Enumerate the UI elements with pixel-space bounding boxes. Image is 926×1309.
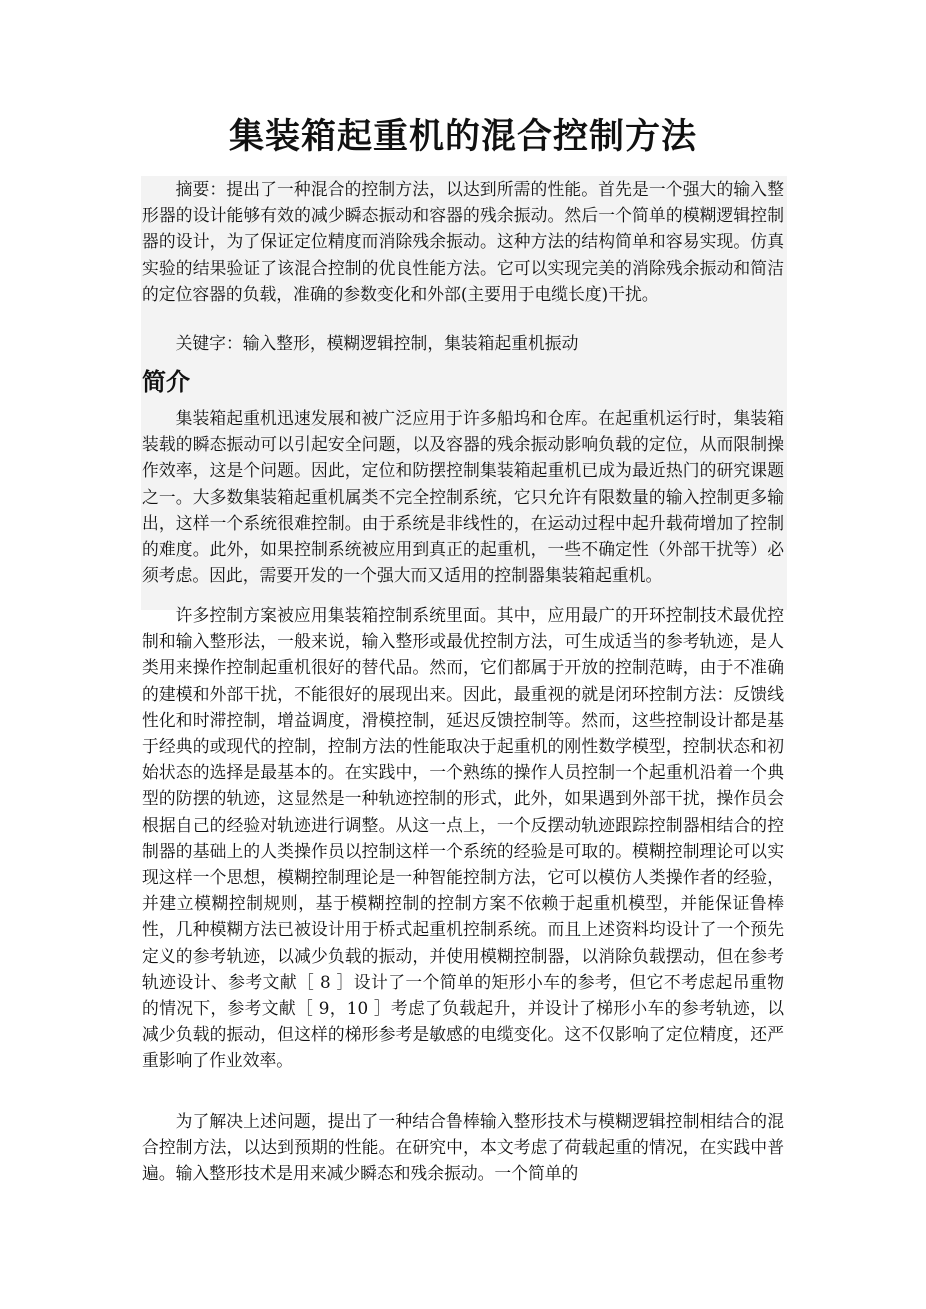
intro-paragraph-2: 许多控制方案被应用集装箱控制系统里面。其中，应用最广的开环控制技术最优控制和输入整形法，一般来说，输入整形或最优控制方法，可生成适当的参考轨迹，是人类用来操作控制起重机很好的替代品。然而，它们都属于开放的控制范畴，由于不准确的建模和外部干扰，不能很好的展现出来。因此，最重视的就是闭环控制方法：反馈线性化和时滞控制，增益调度，滑模控制，延迟反馈控制等。然而，这些控制设计都是基于经典的或现代的控制，控制方法的性能取决于起重机的刚性数学模型，控制状态和初始状态的选择是最基本的。在实践中，一个熟练的操作人员控制一个起重机沿着一个典型的防摆的轨迹，这显然是一种轨迹控制的形式，此外，如果遇到外部干扰，操作员会根据自己的经验对轨迹进行调整。从这一点上，一个反摆动轨迹跟踪控制器相结合的控制器的基础上的人类操作员以控制这样一个系统的经验是可取的。模糊控制理论可以实现这样一个思想，模糊控制理论是一种智能控制方法，它可以模仿人类操作者的经验，并建立模糊控制规则，基于模糊控制的控制方案不依赖于起重机模型，并能保证鲁棒性，几种模糊方法已被设计用于桥式起重机控制系统。而且上述资料均设计了一个预先定义的参考轨迹，以减少负载的振动，并使用模糊控制器，以消除负载摆动，但在参考轨迹设计、参考文献［ 8 ］设计了一个简单的矩形小车的参考，但它不考虑起吊重物的情况下，参考文献［ 9，10 ］考虑了负载起升，并设计了梯形小车的参考轨迹，以减少负载的振动，但这样的梯形参考是敏感的电缆变化。这不仅影响了定位精度，还严重影响了作业效率。 bbox=[142, 605, 784, 1071]
intro-paragraph-1: 集装箱起重机迅速发展和被广泛应用于许多船坞和仓库。在起重机运行时，集装箱装载的瞬态振动可以引起安全问题，以及容器的残余振动影响负载的定位，从而限制操作效率，这是个问题。因此，定位和防摆控制集装箱起重机已成为最近热门的研究课题之一。大多数集装箱起重机属类不完全控制系统，它只允许有限数量的输入控制更多输出，这样一个系统很难控制。由于系统是非线性的，在运动过程中起升载荷增加了控制的难度。此外，如果控制系统被应用到真正的起重机，一些不确定性（外部干扰等）必须考虑。因此，需要开发的一个强大而又适用的控制器集装箱起重机。 bbox=[142, 408, 784, 586]
section-heading-introduction: 简介 bbox=[142, 368, 190, 396]
document-title: 集装箱起重机的混合控制方法 bbox=[228, 117, 697, 157]
keywords-line: 关键字：输入整形，模糊逻辑控制，集装箱起重机振动 bbox=[175, 333, 579, 353]
abstract-paragraph: 摘要：提出了一种混合的控制方法，以达到所需的性能。首先是一个强大的输入整形器的设计能够有效的减少瞬态振动和容器的残余振动。然后一个简单的模糊逻辑控制器的设计，为了保证定位精度而消除残余振动。这种方法的结构简单和容易实现。仿真实验的结果验证了该混合控制的优良性能方法。它可以实现完美的消除残余振动和简洁的定位容器的负载，准确的参数变化和外部(主要用于电缆长度)干扰。 bbox=[142, 179, 784, 304]
intro-paragraph-3: 为了解决上述问题，提出了一种结合鲁棒输入整形技术与模糊逻辑控制相结合的混合控制方法，以达到预期的性能。在研究中，本文考虑了荷载起重的情况，在实践中普遍。输入整形技术是用来减少瞬态和残余振动。一个简单的 bbox=[142, 1111, 784, 1184]
